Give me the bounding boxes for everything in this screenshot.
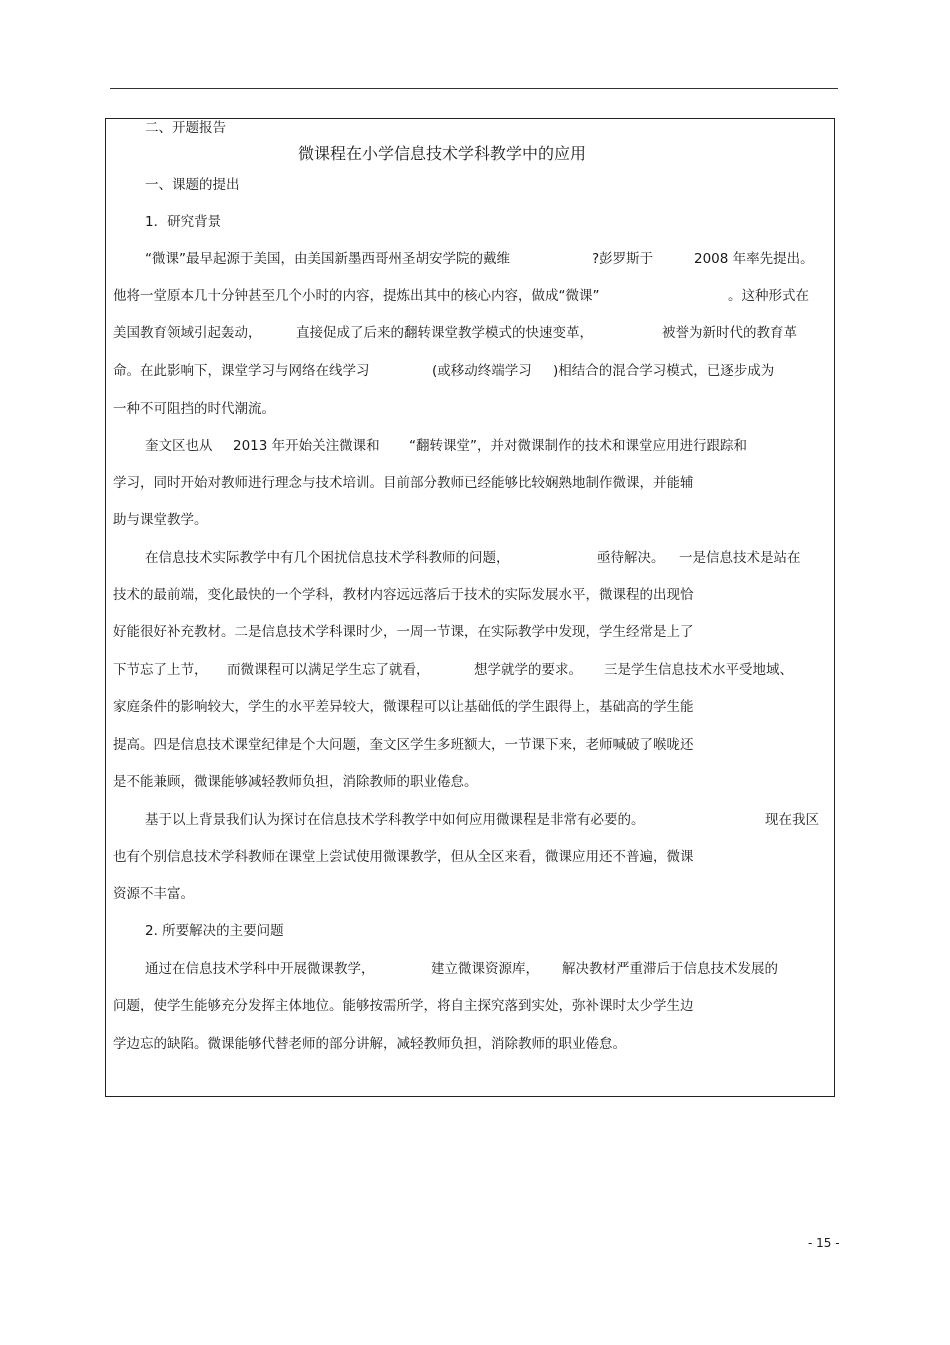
p3-line-5: 家庭条件的影响较大，学生的水平差异较大，微课程可以让基础低的学生跟得上，基础高的学生能	[113, 699, 694, 715]
p3-line-1b: 亟待解决。	[597, 550, 665, 566]
p1-line-2b: 。这种形式在	[728, 288, 809, 304]
p3-line-2: 技术的最前端，变化最快的一个学科，教材内容远远落后于技术的实际发展水平，微课程的出现恰	[113, 587, 694, 603]
p3-line-1c: 一是信息技术是站在	[679, 550, 801, 566]
header-rule	[110, 88, 838, 89]
p2-line-3: 助与课堂教学。	[113, 512, 208, 528]
p5-line-1c: 解决教材严重滞后于信息技术发展的	[562, 961, 778, 977]
p1-line-4b: (或移动终端学习	[432, 363, 532, 379]
p3-line-4c: 想学就学的要求。	[474, 662, 582, 678]
p3-line-7: 是不能兼顾，微课能够减轻教师负担，消除教师的职业倦怠。	[113, 774, 478, 790]
p3-line-4d: 三是学生信息技术水平受地域、	[604, 662, 793, 678]
p1-line-5: 一种不可阻挡的时代潮流。	[113, 401, 275, 417]
subheading-main-problems: 2. 所要解决的主要问题	[145, 923, 284, 939]
p4-line-1b: 现在我区	[765, 812, 819, 828]
p1-line-1c: 2008 年率先提出。	[694, 251, 814, 267]
p2-line-1c: “翻转课堂”，并对微课制作的技术和课堂应用进行跟踪和	[409, 438, 747, 454]
p5-line-1b: 建立微课资源库，	[431, 961, 539, 977]
p1-line-4c: )相结合的混合学习模式，已逐步成为	[553, 363, 775, 379]
p2-line-1a: 奎文区也从	[145, 438, 213, 454]
p1-line-3b: 直接促成了后来的翻转课堂教学模式的快速变革，	[296, 325, 593, 341]
p1-line-3a: 美国教育领域引起轰动，	[113, 325, 262, 341]
p1-line-4a: 命。在此影响下，课堂学习与网络在线学习	[113, 363, 370, 379]
p1-line-3c: 被誉为新时代的教育革	[662, 325, 797, 341]
p4-line-3: 资源不丰富。	[113, 886, 194, 902]
p5-line-2: 问题，使学生能够充分发挥主体地位。能够按需所学，将自主探究落到实处，弥补课时太少学生边	[113, 998, 694, 1014]
p4-line-1a: 基于以上背景我们认为探讨在信息技术学科教学中如何应用微课程是非常有必要的。	[145, 812, 645, 828]
p2-line-2: 学习，同时开始对教师进行理念与技术培训。目前部分教师已经能够比较娴熟地制作微课，并能辅	[113, 475, 694, 491]
p3-line-6: 提高。四是信息技术课堂纪律是个大问题，奎文区学生多班额大，一节课下来，老师喊破了喉咙还	[113, 737, 694, 753]
p4-line-2: 也有个别信息技术学科教师在课堂上尝试使用微课教学，但从全区来看，微课应用还不普遍，微课	[113, 849, 694, 865]
p1-line-1a: “微课”最早起源于美国，由美国新墨西哥州圣胡安学院的戴维	[145, 251, 510, 267]
section-label: 二、开题报告	[145, 120, 226, 136]
p3-line-1a: 在信息技术实际教学中有几个困扰信息技术学科教师的问题，	[145, 550, 510, 566]
p2-line-1b: 2013 年开始关注微课和	[233, 438, 380, 454]
p3-line-3: 好能很好补充教材。二是信息技术学科课时少，一周一节课，在实际教学中发现，学生经常是上了	[113, 624, 694, 640]
page-number: - 15 -	[808, 1236, 840, 1250]
subheading-research-background: 1．研究背景	[145, 214, 222, 230]
p3-line-4a: 下节忘了上节，	[113, 662, 208, 678]
p5-line-3: 学边忘的缺陷。微课能够代替老师的部分讲解，减轻教师负担，消除教师的职业倦怠。	[113, 1036, 626, 1052]
document-title: 微课程在小学信息技术学科教学中的应用	[298, 144, 587, 163]
p3-line-4b: 而微课程可以满足学生忘了就看，	[227, 662, 430, 678]
p1-line-2a: 他将一堂原本几十分钟甚至几个小时的内容，提炼出其中的核心内容，做成“微课”	[113, 288, 600, 304]
p1-line-1b: ?彭罗斯于	[592, 251, 654, 267]
p5-line-1a: 通过在信息技术学科中开展微课教学，	[145, 961, 375, 977]
heading-1: 一、课题的提出	[145, 177, 240, 193]
